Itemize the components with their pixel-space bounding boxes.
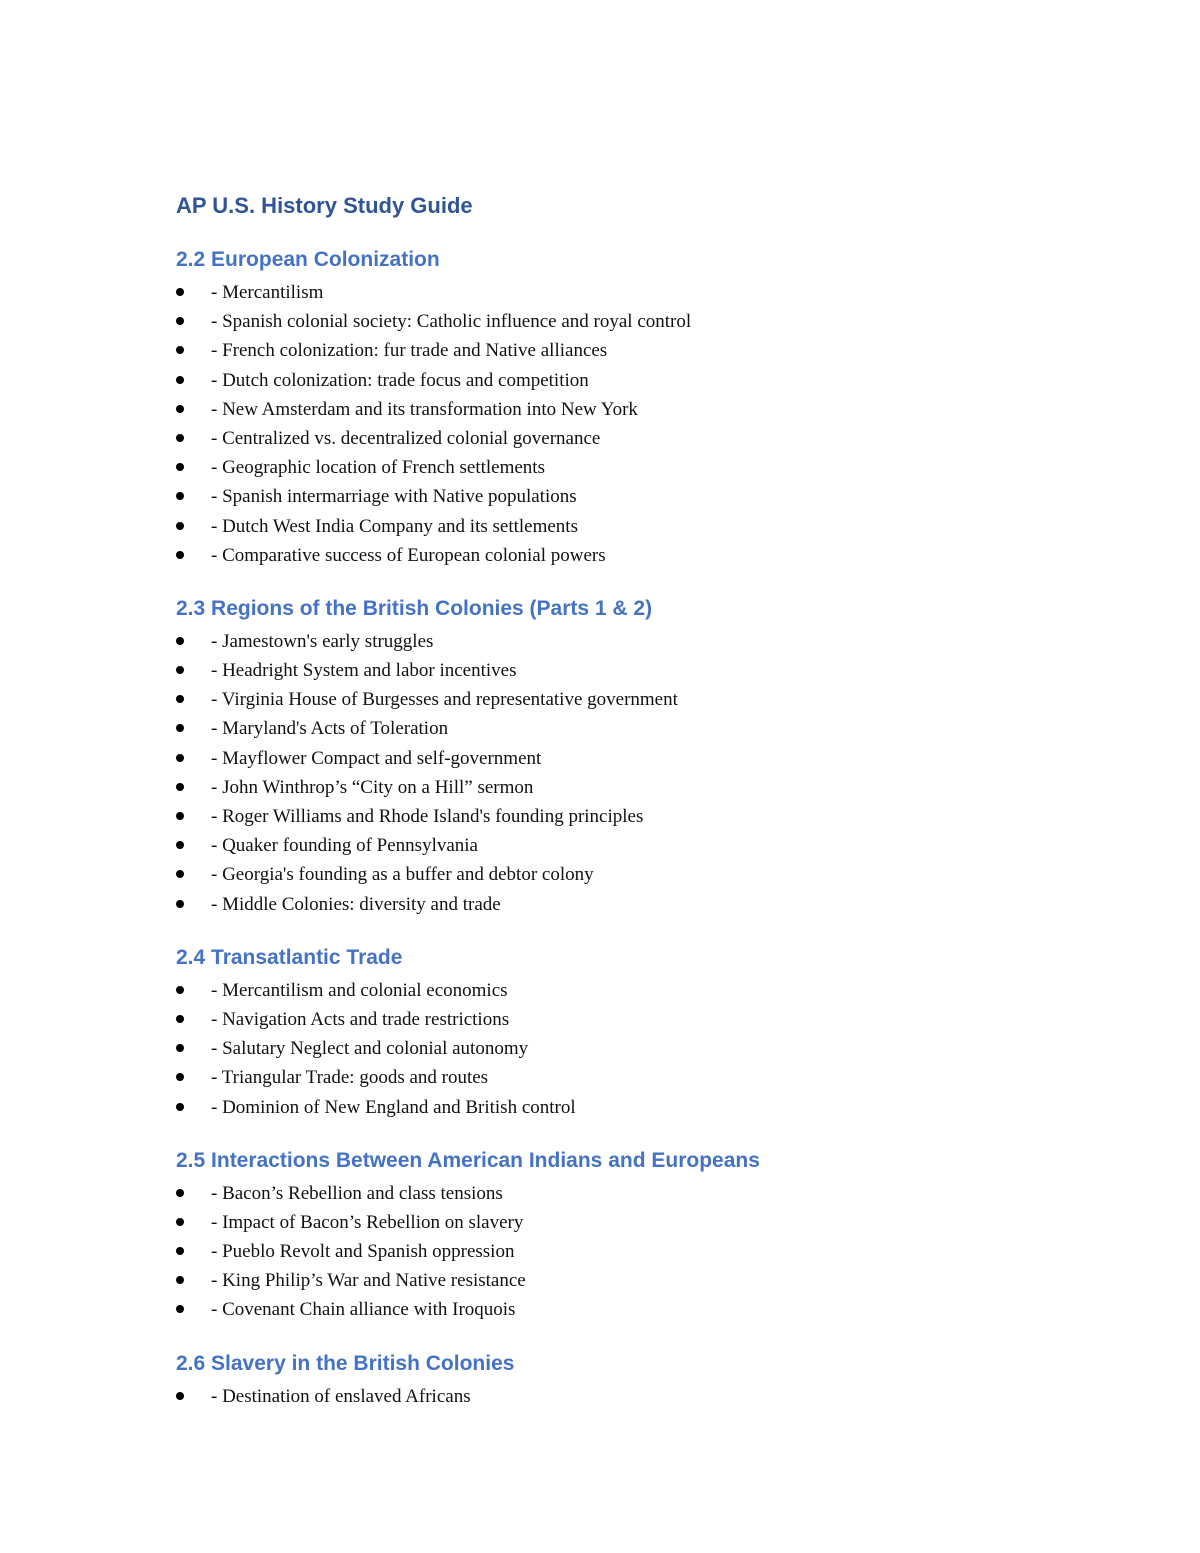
list-item	[176, 1063, 1076, 1092]
bullet-dot-icon	[176, 1392, 184, 1400]
section-heading: 2.3 Regions of the British Colonies (Parts 1 & 2)	[176, 596, 653, 620]
bullet-list	[176, 627, 1076, 919]
bullet-dot-icon	[176, 695, 184, 703]
bullet-dot-icon	[176, 783, 184, 791]
bullet-dot-icon	[176, 463, 184, 471]
section-heading: 2.5 Interactions Between American Indians and Europeans	[176, 1148, 760, 1172]
list-item	[176, 685, 1076, 714]
list-item-text: - Destination of enslaved Africans	[211, 1385, 471, 1407]
list-item-text: - Georgia's founding as a buffer and debtor colony	[211, 864, 594, 886]
list-item	[176, 1382, 1076, 1411]
list-item-text: - Dominion of New England and British control	[211, 1096, 576, 1118]
list-item	[176, 831, 1076, 860]
bullet-dot-icon	[176, 288, 184, 296]
bullet-dot-icon	[176, 405, 184, 413]
list-item	[176, 1208, 1076, 1237]
list-item-text: - Dutch West India Company and its settlements	[211, 515, 578, 537]
bullet-dot-icon	[176, 637, 184, 645]
section-heading: 2.4 Transatlantic Trade	[176, 945, 403, 969]
bullet-dot-icon	[176, 1189, 184, 1197]
list-item	[176, 976, 1076, 1005]
bullet-dot-icon	[176, 376, 184, 384]
list-item	[176, 802, 1076, 831]
section	[176, 1348, 1076, 1411]
list-item-text: - French colonization: fur trade and Native alliances	[211, 340, 608, 362]
list-item	[176, 860, 1076, 889]
list-item-text: - Salutary Neglect and colonial autonomy	[211, 1038, 529, 1060]
section	[176, 942, 1076, 1122]
bullet-dot-icon	[176, 724, 184, 732]
bullet-dot-icon	[176, 1276, 184, 1284]
document-title: AP U.S. History Study Guide	[176, 193, 473, 218]
section	[176, 244, 1076, 570]
bullet-dot-icon	[176, 812, 184, 820]
list-item	[176, 1093, 1076, 1122]
list-item	[176, 1005, 1076, 1034]
list-item-text: - Geographic location of French settlements	[211, 457, 545, 479]
list-item-text: - Virginia House of Burgesses and representative government	[211, 689, 678, 711]
list-item-text: - Impact of Bacon’s Rebellion on slavery	[211, 1211, 524, 1233]
list-item	[176, 773, 1076, 802]
bullet-dot-icon	[176, 346, 184, 354]
section	[176, 1145, 1076, 1325]
list-item-text: - Spanish colonial society: Catholic influence and royal control	[211, 311, 692, 333]
list-item-text: - Triangular Trade: goods and routes	[211, 1067, 489, 1089]
section	[176, 593, 1076, 919]
list-item	[176, 453, 1076, 482]
list-item	[176, 366, 1076, 395]
list-item	[176, 744, 1076, 773]
bullet-dot-icon	[176, 1305, 184, 1313]
list-item	[176, 512, 1076, 541]
list-item	[176, 395, 1076, 424]
list-item-text: - Maryland's Acts of Toleration	[211, 718, 449, 740]
bullet-dot-icon	[176, 1015, 184, 1023]
bullet-dot-icon	[176, 870, 184, 878]
list-item	[176, 1266, 1076, 1295]
list-item	[176, 656, 1076, 685]
list-item	[176, 307, 1076, 336]
bullet-dot-icon	[176, 492, 184, 500]
bullet-dot-icon	[176, 551, 184, 559]
list-item-text: - John Winthrop’s “City on a Hill” sermon	[211, 776, 534, 798]
list-item-text: - King Philip’s War and Native resistance	[211, 1270, 526, 1292]
bullet-dot-icon	[176, 317, 184, 325]
list-item	[176, 627, 1076, 656]
bullet-dot-icon	[176, 986, 184, 994]
list-item-text: - Roger Williams and Rhode Island's founding principles	[211, 806, 644, 827]
list-item-text: - Quaker founding of Pennsylvania	[211, 835, 478, 857]
bullet-list	[176, 1179, 1076, 1325]
list-item-text: - Pueblo Revolt and Spanish oppression	[211, 1241, 515, 1263]
section-heading: 2.2 European Colonization	[176, 248, 440, 271]
sections-container	[176, 244, 1076, 1411]
document-content	[176, 190, 1076, 1434]
bullet-dot-icon	[176, 1073, 184, 1081]
list-item-text: - Covenant Chain alliance with Iroquois	[211, 1299, 516, 1321]
list-item	[176, 1034, 1076, 1063]
list-item-text: - Mayflower Compact and self-government	[211, 747, 542, 769]
bullet-dot-icon	[176, 754, 184, 762]
bullet-dot-icon	[176, 900, 184, 908]
list-item-text: - Mercantilism	[211, 282, 324, 303]
bullet-dot-icon	[176, 1044, 184, 1052]
bullet-dot-icon	[176, 1247, 184, 1255]
list-item-text: - Dutch colonization: trade focus and competition	[211, 369, 589, 391]
list-item	[176, 1295, 1076, 1324]
list-item	[176, 336, 1076, 365]
list-item-text: - Centralized vs. decentralized colonial governance	[211, 427, 601, 449]
bullet-dot-icon	[176, 1218, 184, 1226]
bullet-dot-icon	[176, 434, 184, 442]
list-item-text: - New Amsterdam and its transformation into New York	[211, 398, 638, 420]
bullet-dot-icon	[176, 666, 184, 674]
list-item-text: - Comparative success of European colonial powers	[211, 544, 606, 566]
list-item	[176, 714, 1076, 743]
list-item-text: - Spanish intermarriage with Native populations	[211, 486, 577, 508]
list-item-text: - Jamestown's early struggles	[211, 630, 434, 652]
list-item-text: - Bacon’s Rebellion and class tensions	[211, 1182, 503, 1204]
list-item	[176, 1237, 1076, 1266]
list-item	[176, 482, 1076, 511]
list-item-text: - Headright System and labor incentives	[211, 660, 517, 682]
bullet-dot-icon	[176, 1103, 184, 1111]
list-item	[176, 278, 1076, 307]
list-item	[176, 1179, 1076, 1208]
bullet-list	[176, 278, 1076, 570]
list-item-text: - Middle Colonies: diversity and trade	[211, 893, 501, 915]
list-item-text: - Mercantilism and colonial economics	[211, 979, 508, 1001]
bullet-list	[176, 1382, 1076, 1411]
section-heading: 2.6 Slavery in the British Colonies	[176, 1351, 515, 1375]
list-item	[176, 541, 1076, 570]
bullet-dot-icon	[176, 841, 184, 849]
list-item-text: - Navigation Acts and trade restrictions	[211, 1008, 510, 1030]
bullet-dot-icon	[176, 522, 184, 530]
list-item	[176, 890, 1076, 919]
bullet-list	[176, 976, 1076, 1122]
list-item	[176, 424, 1076, 453]
